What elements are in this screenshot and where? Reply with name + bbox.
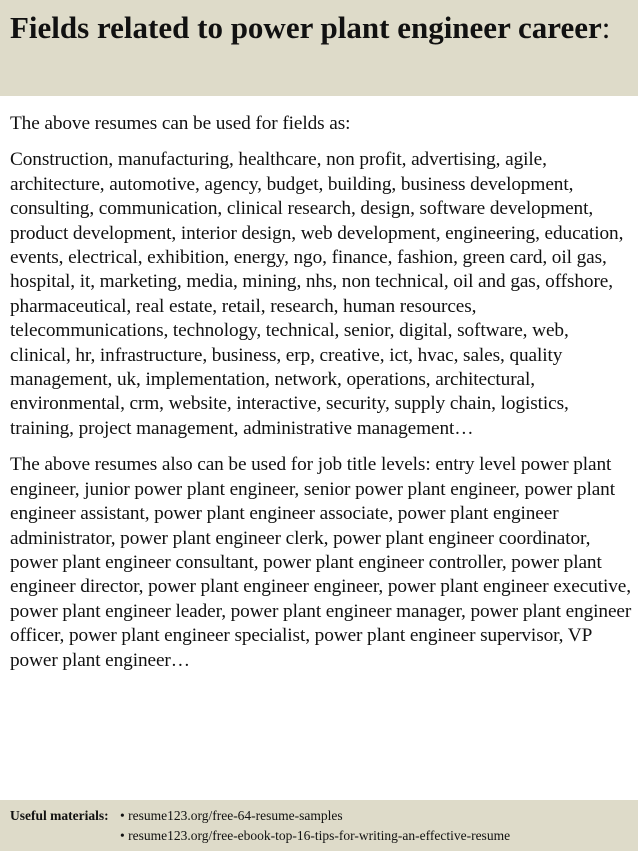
page-title-colon: : xyxy=(601,10,611,45)
title-band xyxy=(0,0,638,96)
page-title xyxy=(10,7,628,48)
footer-indent xyxy=(10,826,120,846)
footer-row xyxy=(10,826,628,846)
useful-materials-label-colon: : xyxy=(104,808,109,823)
ebook-tips-link[interactable]: • resume123.org/free-ebook-top-16-tips-for-writing-an-effective-resume xyxy=(120,828,511,843)
fields-list: Construction, manufacturing, healthcare, non profit, advertising, agile, architecture, automotive, agency, budget, building, business development, consulting, communication, clinical research, design, software development, product development, interior design, web development, engineering, education, events, electrical, exhibition, energy, ngo, finance, fashion, green card, oil gas, hospital, it, marketing, media, mining, nhs, non technical, oil and gas, offshore, pharmaceutical, real estate, retail, research, human resources, telecommunications, technology, technical, senior, digital, software, web, clinical, hr, infrastructure, business, erp, creative, ict, hvac, sales, quality management, uk, implementation, network, operations, architectural, environmental, crm, website, interactive, security, supply chain, logistics, training, project management, administrative management… xyxy=(10,149,624,439)
resume-samples-link[interactable]: • resume123.org/free-64-resume-samples xyxy=(120,808,343,823)
job-levels-text: The above resumes also can be used for job title levels: entry level power plant engineer, junior power plant engineer, senior power plant engineer, power plant engineer assistant, power plant engineer associate, power plant engineer administrator, power plant engineer clerk, power plant engineer coordinator, power plant engineer consultant, power plant engineer controller, power plant engineer director, power plant engineer engineer, power plant engineer executive, power plant engineer leader, power plant engineer manager, power plant engineer officer, power plant engineer specialist, power plant engineer supervisor, VP power plant engineer… xyxy=(10,454,632,671)
useful-materials-label-text: Useful materials xyxy=(10,808,105,823)
intro-text: The above resumes can be used for fields as: xyxy=(10,113,351,134)
main-content xyxy=(10,112,632,685)
footer-row xyxy=(10,806,628,826)
useful-materials-label xyxy=(10,806,120,826)
page-title-text: Fields related to power plant engineer career xyxy=(10,10,602,45)
footer-band xyxy=(0,800,638,851)
